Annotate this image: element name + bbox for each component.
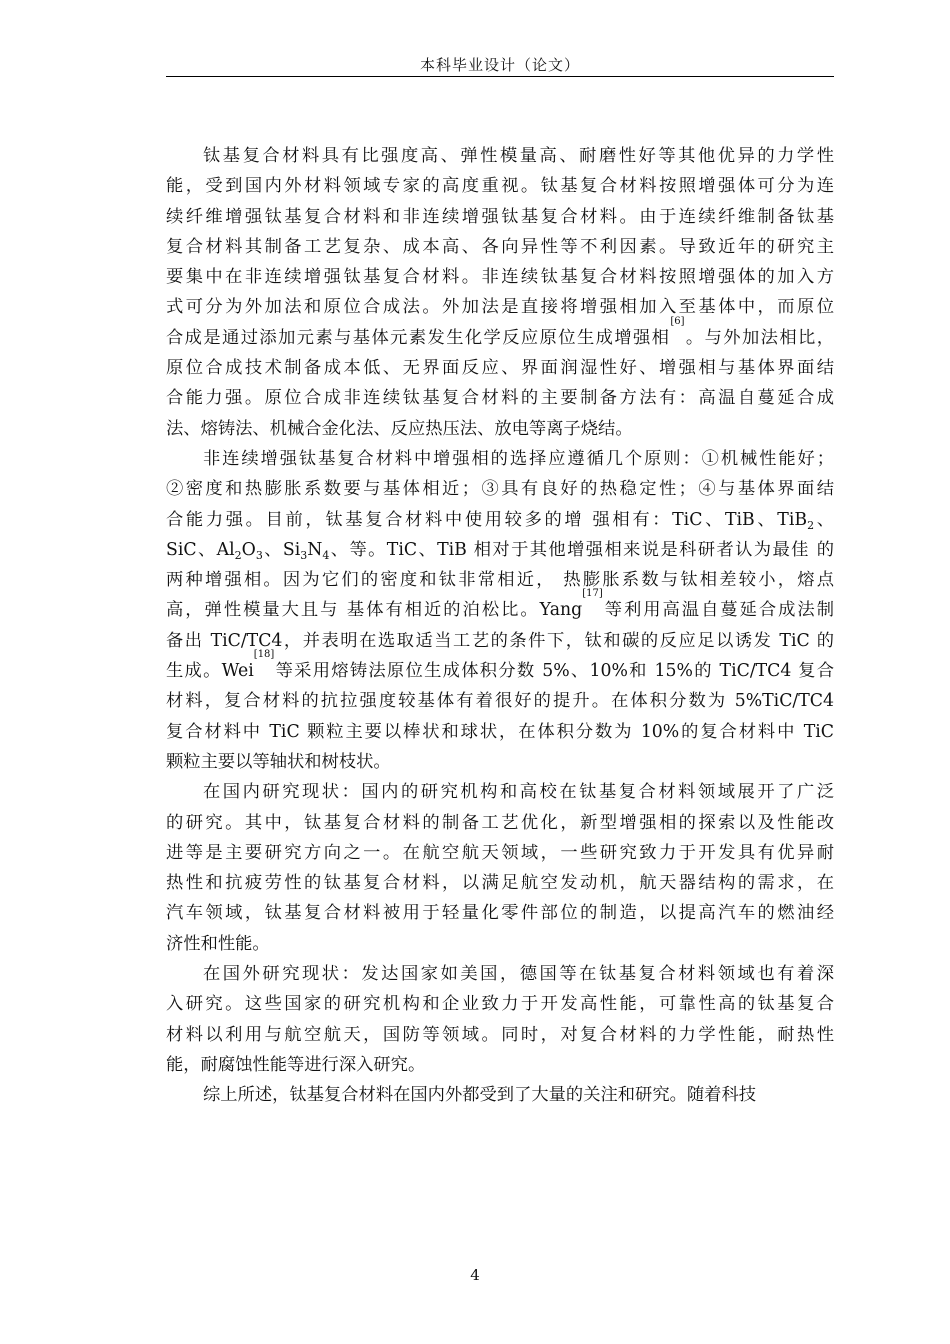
paragraph-line [166, 777, 834, 807]
paragraph-line [166, 959, 834, 989]
text-run: 备出 TiC/TC4，并表明在选取适当工艺的条件下，钛和碳的反应足以诱发 TiC 的 [166, 630, 834, 651]
text-run: 等采用熔铸法原位生成体积分数 5%、10%和 15%的 TiC/TC4 复合 [274, 661, 834, 682]
chemical-subscript: 2 [807, 518, 815, 532]
paragraph-line [166, 141, 834, 171]
text-run: 能，受到国内外材料领域专家的高度重视。钛基复合材料按照增强体可分为连 [166, 176, 834, 197]
text-run: 合成是通过添加元素与基体元素发生化学反应原位生成增强相 [166, 327, 671, 348]
paragraph [166, 141, 834, 444]
text-run: 、等。TiC、TiB 相对于其他增强相来说是科研者认为最佳 的 [329, 539, 834, 560]
paragraph-line [166, 292, 834, 322]
header-rule [166, 76, 834, 77]
paragraph-line [166, 686, 834, 716]
paragraph-line [166, 262, 834, 292]
paragraph-line [166, 315, 834, 353]
paragraph-line [166, 565, 834, 595]
text-run: 续纤维增强钛基复合材料和非连续增强钛基复合材料。由于连续纤维制备钛基 [166, 206, 834, 227]
text-run: 复合材料其制备工艺复杂、成本高、各向异性等不利因素。导致近年的研究主 [166, 236, 834, 257]
paragraph-line [166, 1020, 834, 1050]
text-run: 、 [814, 509, 834, 530]
text-run: 能，耐腐蚀性能等进行深入研究。 [166, 1054, 426, 1075]
paragraph-line [166, 929, 834, 959]
text-run: 济性和性能。 [166, 933, 270, 954]
text-run: 进等是主要研究方向之一。在航空航天领域，一些研究致力于开发具有优异耐 [166, 842, 834, 863]
text-run: O [241, 539, 256, 560]
text-run: 生成。Wei [166, 661, 254, 682]
text-run: 材料，复合材料的抗拉强度较基体有着很好的提升。在体积分数为 5%TiC/TC4 [166, 691, 834, 712]
text-run: 复合材料中 TiC 颗粒主要以棒状和球状，在体积分数为 10%的复合材料中 TiC [166, 721, 834, 742]
citation-superscript: [17] [582, 588, 603, 600]
paragraph-line [166, 444, 834, 474]
text-run: 材料以利用与航空航天，国防等领域。同时，对复合材料的力学性能，耐热性 [166, 1024, 834, 1045]
paragraph-line [166, 1050, 834, 1080]
paragraph-line [166, 898, 834, 928]
paragraph-line [166, 414, 834, 444]
citation-superscript: [6] [670, 315, 685, 327]
page-number: 4 [470, 1266, 480, 1284]
text-run: 汽车领域，钛基复合材料被用于轻量化零件部位的制造，以提高汽车的燃油经 [166, 903, 834, 924]
paragraph-line [166, 171, 834, 201]
text-run: 钛基复合材料具有比强度高、弹性模量高、耐磨性好等其他优异的力学性 [203, 146, 834, 166]
paragraph-line [166, 353, 834, 383]
paragraph-line [166, 838, 834, 868]
paragraph [166, 777, 834, 959]
paragraph-line [166, 383, 834, 413]
chemical-subscript: 4 [322, 548, 330, 562]
chemical-subscript: 3 [300, 548, 308, 562]
text-run: 合能力强。原位合成非连续钛基复合材料的主要制备方法有：高温自蔓延合成 [166, 388, 834, 409]
paragraph-line [166, 588, 834, 625]
text-run: 高，弹性模量大且与 基体有相近的泊松比。Yang [166, 600, 583, 621]
text-run: N [307, 539, 323, 560]
paragraph-line [166, 474, 834, 504]
paragraph-line [166, 747, 834, 777]
text-run: 非连续增强钛基复合材料中增强相的选择应遵循几个原则：①机械性能好； [203, 448, 834, 469]
text-run: 等利用高温自蔓延合成法制 [602, 600, 834, 621]
paragraph-line [166, 649, 834, 686]
paragraph-line [166, 808, 834, 838]
paragraph [166, 1080, 834, 1110]
text-run: 合能力强。目前，钛基复合材料中使用较多的增 强相有：TiC、TiB、TiB [166, 509, 808, 530]
text-run: 两种增强相。因为它们的密度和钛非常相近， 热膨胀系数与钛相差较小，熔点 [166, 570, 834, 591]
paragraph-line [166, 717, 834, 747]
page-header-title: 本科毕业设计（论文） [419, 56, 580, 74]
text-run: 法、熔铸法、机械合金化法、反应热压法、放电等离子烧结。 [166, 418, 633, 439]
paragraph-line [166, 535, 834, 565]
chemical-subscript: 3 [255, 548, 263, 562]
text-run: 的研究。其中，钛基复合材料的制备工艺优化，新型增强相的探索以及性能改 [166, 812, 834, 833]
text-run: SiC、Al [166, 539, 235, 560]
text-run: 原位合成技术制备成本低、无界面反应、界面润湿性好、增强相与基体界面结 [166, 358, 834, 379]
text-run: 式可分为外加法和原位合成法。外加法是直接将增强相加入至基体中，而原位 [166, 297, 834, 318]
text-run: 入研究。这些国家的研究机构和企业致力于开发高性能，可靠性高的钛基复合 [166, 994, 834, 1015]
text-run: 要集中在非连续增强钛基复合材料。非连续钛基复合材料按照增强体的加入方 [166, 267, 834, 288]
paragraph-line [166, 202, 834, 232]
chemical-subscript: 2 [234, 548, 242, 562]
paragraph [166, 444, 834, 777]
paragraph-line [166, 868, 834, 898]
text-run: 、Si [262, 539, 301, 560]
paragraph [166, 959, 834, 1080]
paragraph-line [166, 989, 834, 1019]
paragraph-line [166, 1080, 834, 1110]
paragraph-line [166, 505, 834, 535]
text-run: 综上所述，钛基复合材料在国内外都受到了大量的关注和研究。随着科技 [203, 1085, 757, 1106]
body-text [166, 141, 834, 1111]
text-run: ②密度和热膨胀系数要与基体相近；③具有良好的热稳定性；④与基体界面结 [166, 479, 834, 500]
text-run: 。与外加法相比， [684, 327, 834, 348]
text-run: 颗粒主要以等轴状和树枝状。 [166, 751, 391, 772]
citation-superscript: [18] [253, 649, 275, 661]
text-run: 热性和抗疲劳性的钛基复合材料，以满足航空发动机，航天器结构的需求，在 [166, 873, 834, 894]
text-run: 在国外研究现状：发达国家如美国，德国等在钛基复合材料领域也有着深 [203, 964, 834, 985]
text-run: 在国内研究现状：国内的研究机构和高校在钛基复合材料领域展开了广泛 [203, 782, 834, 803]
paragraph-line [166, 232, 834, 262]
